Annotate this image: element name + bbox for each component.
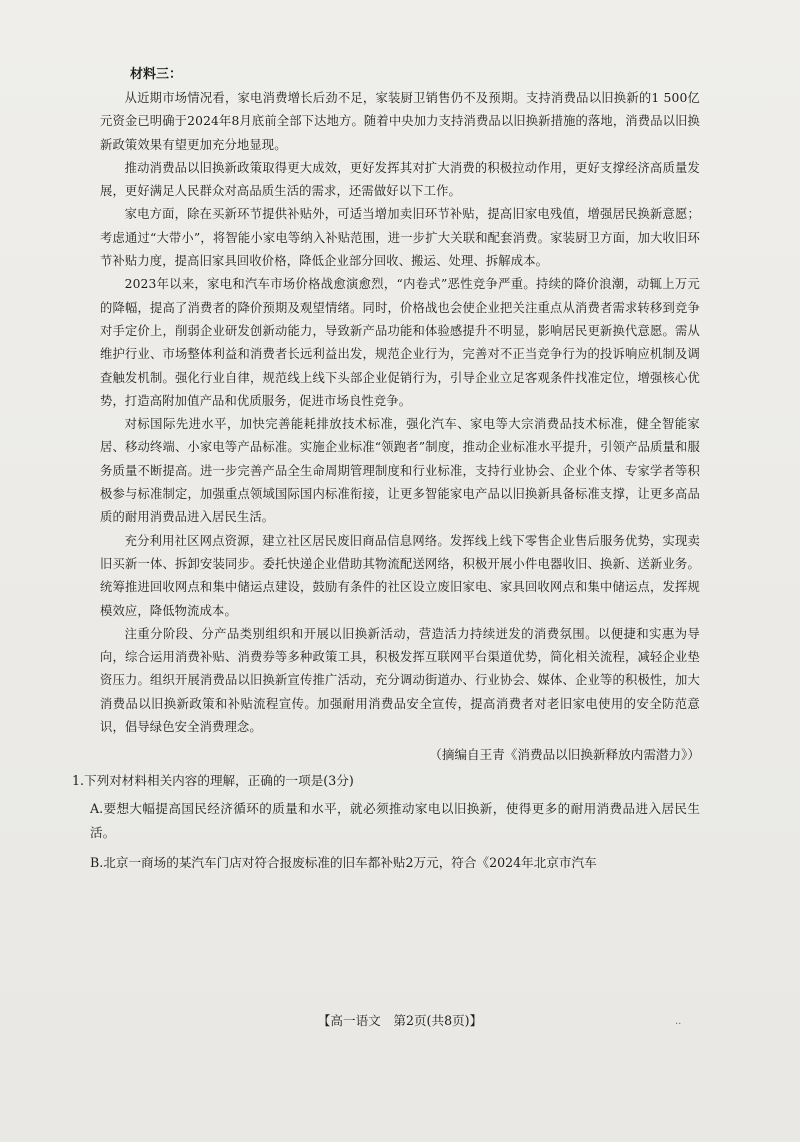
option-a: A.要想大幅提高国民经济循环的质量和水平，就必须推动家电以旧换新，使得更多的耐用消费品进入居民生活。 (90, 801, 700, 841)
question-stem: 1.下列对材料相关内容的理解，正确的一项是(3分) (72, 773, 354, 789)
page-content (72, 63, 700, 875)
material-paragraph-7: 注重分阶段、分产品类别组织和开展以旧换新活动，营造活力持续迸发的消费氛围。以便捷和实惠为导向，综合运用消费补贴、消费券等多种政策工具，积极发挥互联网平台渠道优势，简化相关流程，减轻企业垫资压力。组织开展消费品以旧换新宣传推广活动，充分调动街道办、行业协会、媒体、企业等的积极性，加大消费品以旧换新政策和补贴流程宣传。加强耐用消费品安全宣传，提高消费者对老旧家电使用的安全防范意识，倡导绿色安全消费理念。 (100, 626, 700, 735)
material-paragraph-2: 推动消费品以旧换新政策取得更大成效，更好发挥其对扩大消费的积极拉动作用，更好支撑经济高质量发展，更好满足人民群众对高品质生活的需求，还需做好以下工作。 (100, 160, 700, 199)
question-block (72, 768, 700, 875)
material-paragraph-6: 充分利用社区网点资源，建立社区居民废旧商品信息网络。发挥线上线下零售企业售后服务优势，实现卖旧买新一体、拆卸安装同步。委托快递企业借助其物流配送网络，积极开展小件电器收旧、换新、送新业务。统筹推进回收网点和集中储运点建设，鼓励有条件的社区设立废旧家电、家具回收网点和集中储运点，发挥规模效应，降低物流成本。 (100, 533, 700, 618)
source-citation: （摘编自王青《消费品以旧换新释放内需潜力》） (429, 747, 700, 763)
footer-mark: .. (675, 1016, 682, 1027)
material-paragraph-4: 2023年以来，家电和汽车市场价格战愈演愈烈，“内卷式”恶性竞争严重。持续的降价浪潮，动辄上万元的降幅，提高了消费者的降价预期及观望情绪。同时，价格战也会使企业把关注重点从消费者需求转移到竞争对手定价上，削弱企业研发创新动能力，导致新产品功能和体验感提升不明显，影响居民更新换代意愿。需从维护行业、市场整体利益和消费者长远利益出发，规范企业行为，完善对不正当竞争行为的投诉响应机制及调查触发机制。强化行业自律，规范线上线下头部企业促销行为，引导企业立足客观条件找准定位，增强核心优势，打造高附加值产品和优质服务，促进市场良性竞争。 (100, 277, 700, 408)
material-paragraph-5: 对标国际先进水平，加快完善能耗排放技术标准，强化汽车、家电等大宗消费品技术标准，健全智能家居、移动终端、小家电等产品标准。实施企业标准“领跑者”制度，推动企业标准水平提升，引领产品质量和服务质量不断提高。进一步完善产品全生命周期管理制度和行业标准，支持行业协会、企业个体、专家学者等积极参与标准制定，加强重点领域国际国内标准衔接，让更多智能家电产品以旧换新具备标准支撑，让更多高品质的耐用消费品进入居民生活。 (100, 417, 700, 525)
page-footer: 【高一语文 第2页(共8页)】 (317, 1013, 483, 1028)
option-b: B.北京一商场的某汽车门店对符合报废标准的旧车都补贴2万元，符合《2024年北京市汽车 (90, 855, 597, 871)
material-paragraph-1: 从近期市场情况看，家电消费增长后劲不足，家装厨卫销售仍不及预期。支持消费品以旧换新的1 500亿元资金已明确于2024年8月底前全部下达地方。随着中央加力支持消费品以旧换新措施的落地，消费品以旧换新政策效果有望更加充分地显现。 (100, 91, 700, 152)
material-title: 材料三： (130, 67, 183, 82)
material-paragraph-3: 家电方面，除在买新环节提供补贴外，可适当增加卖旧环节补贴，提高旧家电残值，增强居民换新意愿；考虑通过“大带小”，将智能小家电等纳入补贴范围，进一步扩大关联和配套消费。家装厨卫方面，加大收旧环节补贴力度，提高旧家具回收价格，降低企业部分回收、搬运、处理、拆解成本。 (100, 207, 700, 269)
